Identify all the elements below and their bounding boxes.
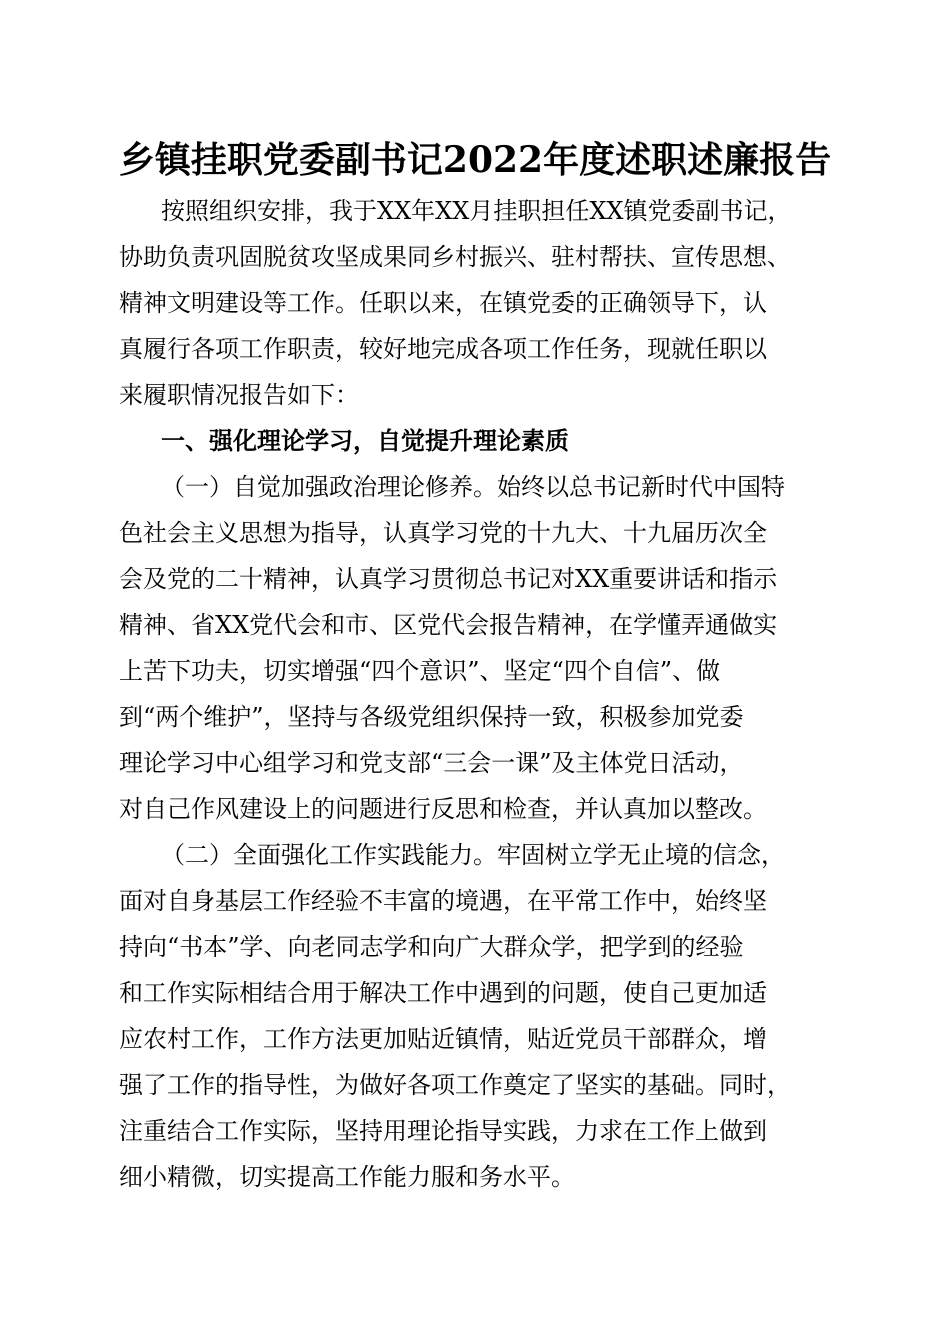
- text-line: 注重结合工作实际，坚持用理论指导实践，力求在工作上做到: [119, 1117, 767, 1145]
- text-line: （一）自觉加强政治理论修养。始终以总书记新时代中国特: [161, 473, 785, 501]
- text-line: 持向“书本”学、向老同志学和向广大群众学，把学到的经验: [119, 933, 744, 961]
- subsection-paragraph: [119, 832, 839, 1200]
- text-line: 对自己作风建设上的问题进行反思和检查，并认真加以整改。: [119, 795, 767, 823]
- text-line: 精神文明建设等工作。任职以来，在镇党委的正确领导下，认: [119, 289, 767, 317]
- section-heading: [119, 418, 839, 464]
- text-line: 协助负责巩固脱贫攻坚成果同乡村振兴、驻村帮扶、宣传思想、: [119, 243, 791, 271]
- text-line: 会及党的二十精神，认真学习贯彻总书记对XX重要讲话和指示: [119, 565, 778, 593]
- text-line: 色社会主义思想为指导，认真学习党的十九大、十九届历次全: [119, 519, 767, 547]
- text-line: 来履职情况报告如下：: [119, 381, 359, 409]
- document-body: [119, 188, 839, 1200]
- intro-paragraph: [119, 188, 839, 418]
- text-line: 按照组织安排，我于XX年XX月挂职担任XX镇党委副书记，: [161, 197, 792, 225]
- text-line: 强了工作的指导性，为做好各项工作奠定了坚实的基础。同时，: [119, 1071, 791, 1099]
- text-line: 和工作实际相结合用于解决工作中遇到的问题，使自己更加适: [119, 979, 767, 1007]
- text-line: 细小精微，切实提高工作能力服和务水平。: [119, 1163, 575, 1191]
- document-title: 乡镇挂职党委副书记2022年度述职述廉报告: [118, 139, 832, 181]
- text-line: 精神、省XX党代会和市、区党代会报告精神，在学懂弄通做实: [119, 611, 778, 639]
- text-line: 真履行各项工作职责，较好地完成各项工作任务，现就任职以: [119, 335, 767, 363]
- text-line: 理论学习中心组学习和党支部“三会一课”及主体党日活动，: [119, 749, 744, 777]
- text-line: 面对自身基层工作经验不丰富的境遇，在平常工作中，始终坚: [119, 887, 767, 915]
- section-heading-text: 一、强化理论学习，自觉提升理论素质: [161, 426, 569, 455]
- text-line: 应农村工作，工作方法更加贴近镇情，贴近党员干部群众，增: [119, 1025, 767, 1053]
- text-line: （二）全面强化工作实践能力。牢固树立学无止境的信念，: [161, 841, 785, 869]
- text-line: 到“两个维护”，坚持与各级党组织保持一致，积极参加党委: [119, 703, 744, 731]
- subsection-paragraph: [119, 464, 839, 832]
- text-line: 上苦下功夫，切实增强“四个意识”、坚定“四个自信”、做: [119, 657, 721, 685]
